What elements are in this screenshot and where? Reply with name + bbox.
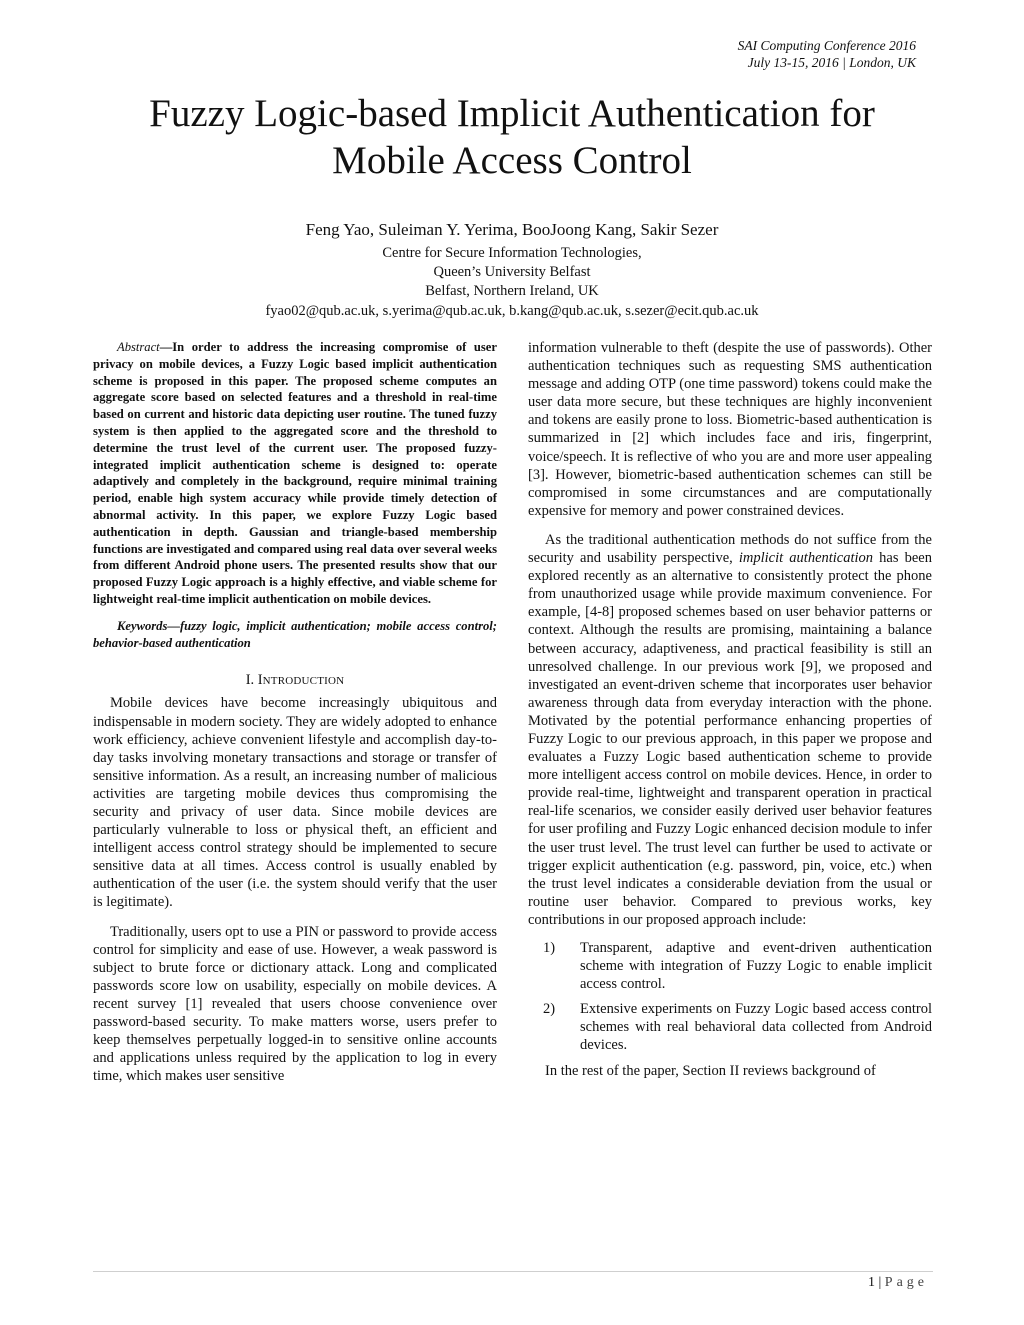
footer-separator: | [874,1275,885,1290]
left-column [93,339,497,1085]
keywords-text: —fuzzy logic, implicit authentication; mobile access control; behavior-based authentication [93,618,497,650]
abstract [93,339,497,608]
keywords [93,618,497,652]
page-footer [868,1275,928,1291]
conference-date-location: July 13-15, 2016 | London, UK [747,55,916,70]
list-item-text: Transparent, adaptive and event-driven authentication scheme with integration of Fuzzy Logic to enable implicit access control. [580,940,932,993]
affiliation-line-1: Centre for Secure Information Technologies, [382,245,642,261]
author-emails: fyao02@qub.ac.uk, s.yerima@qub.ac.uk, b.kang@qub.ac.uk, s.sezer@ecit.qub.ac.uk [265,302,759,319]
section-heading-introduction [93,671,497,690]
list-item [528,1000,932,1054]
intro-paragraph-3: information vulnerable to theft (despite the use of passwords). Other authentication techniques such as requesting SMS authentication message and adding OTP (one time password) tokens could make the user data more secure, but these techniques are highly inconvenient and tokens are easily prone to loss. Biometric-based authentication is summarized in [2] which includes face and iris, fingerprint, voice/speech. It is reflective of who you are and more user appealing [3]. However, biometric-based authentication schemes can still be compromised in some circumstances and are computationally expensive for memory and power constrained devices. [528,340,932,519]
page-label: Page [884,1275,928,1290]
list-item-number: 1) [543,940,556,956]
conference-header [738,37,916,71]
section-number: I. [245,672,258,689]
affiliation-line-3: Belfast, Northern Ireland, UK [425,283,599,300]
title-line-1: Fuzzy Logic-based Implicit Authentication for [149,92,875,135]
contributions-list [528,939,932,1055]
implicit-authentication-term: implicit authentication [738,550,874,567]
page-number: 1 [867,1275,875,1290]
abstract-text: —In order to address the increasing compromise of user privacy on mobile devices, a Fuzzy Logic based implicit authentication scheme is proposed in this paper. The proposed scheme computes an aggregate score based on selected features and a threshold in real-time based on current and historic data depicting user routine. The tuned fuzzy system is then applied to the aggregated score and the threshold to determine the trust level of the current user. The proposed fuzzy-integrated implicit authentication scheme is designed to: operate adaptively and completely in the background, require minimal training period, enable high system accuracy while provide timely detection of abnormal activity. In this paper, we explore Fuzzy Logic based authentication in depth. Gaussian and triangle-based membership functions are investigated and compared using real data over several weeks from different Android phone users. The presented results show that our proposed Fuzzy Logic approach is a highly effective, and viable scheme for lightweight real-time implicit authentication on mobile devices. [93,340,497,606]
intro-paragraph-1: Mobile devices have become increasingly ubiquitous and indispensable in modern society. They are widely adopted to enhance work efficiency, achieve convenient lifestyle and accomplish day-to-day tasks involving monetary transactions and storage or transfer of sensitive information. As a result, an increasing number of malicious activities are targeting mobile devices thus compromising the security and privacy of user data. Since mobile devices are particularly vulnerable to loss or physical theft, an efficient and intelligent access control strategy should be implemented to secure sensitive data at all times. Access control is usually enabled by authentication of the user (i.e. the system should verify that the user is legitimate). [93,695,497,911]
title-line-2: Mobile Access Control [332,139,692,182]
keywords-label: Keywords [117,618,168,633]
paper-title [0,90,1024,184]
section-title-rest: NTRODUCTION [262,675,345,688]
intro-paragraph-2: Traditionally, users opt to use a PIN or password to provide access control for simplicity and ease of use. However, a weak password is subject to brute force or dictionary attack. Long and complicated passwords score low on usability, especially on mobile devices. A recent survey [1] revealed that users choose convenience over password-based security. To make matters worse, users prefer to keep themselves perpetually logged-in to sensitive online accounts and applications unless required by the application to log in every time, which makes user sensitive [93,923,497,1085]
affiliation [0,244,1024,321]
author-list: Feng Yao, Suleiman Y. Yerima, BooJoong Kang, Sakir Sezer [305,220,719,239]
list-item-text: Extensive experiments on Fuzzy Logic based access control schemes with real behavioral data collected from Android devices. [580,1001,932,1054]
list-item-number: 2) [543,1001,556,1018]
intro-paragraph-5: In the rest of the paper, Section II reviews background of [545,1062,876,1079]
abstract-label: Abstract [117,340,160,354]
paragraph-4-part-b: has been explored recently as an alternative to consistently protect the phone from unauthorized usage while provide maximum convenience. For example, [4-8] proposed schemes based on user behavior patterns or context. Although the results are promising, maintaining a balance between accuracy, adaptiveness, and practical feasibility is still an unresolved challenge. In our previous work [9], we proposed and investigated an event-driven scheme that incorporates user behavior awareness through data from everyday interaction with the phone. Motivated by the potential performance enhancing properties of Fuzzy Logic to our previous approach, in this paper we propose and evaluates a Fuzzy Logic based authentication scheme to provide more intelligent access control on mobile devices. Hence, in order to provide real-time, lightweight and transparent operation in practical real-life scenarios, we consider easily derived user behavior features for user profiling and Fuzzy Logic enhanced decision module to infer the user trust level. The trust level can further be used to activate or trigger explicit authentication (e.g. password, pin, voice, etc.) when the trust level indicates a considerable deviation from the usual or routine user behavior. Compared to previous works, key contributions in our proposed approach include: [528,550,932,928]
conference-name: SAI Computing Conference 2016 [737,38,916,53]
right-column [528,339,932,1080]
footer-divider [93,1271,933,1272]
section-title-initial: I [257,672,263,689]
affiliation-line-2: Queen’s University Belfast [433,264,591,281]
list-item [528,939,932,993]
intro-paragraph-4 [528,531,932,929]
paragraph-4-part-a: As the traditional authentication methods do not suffice from the security and usability perspective, [528,531,932,567]
